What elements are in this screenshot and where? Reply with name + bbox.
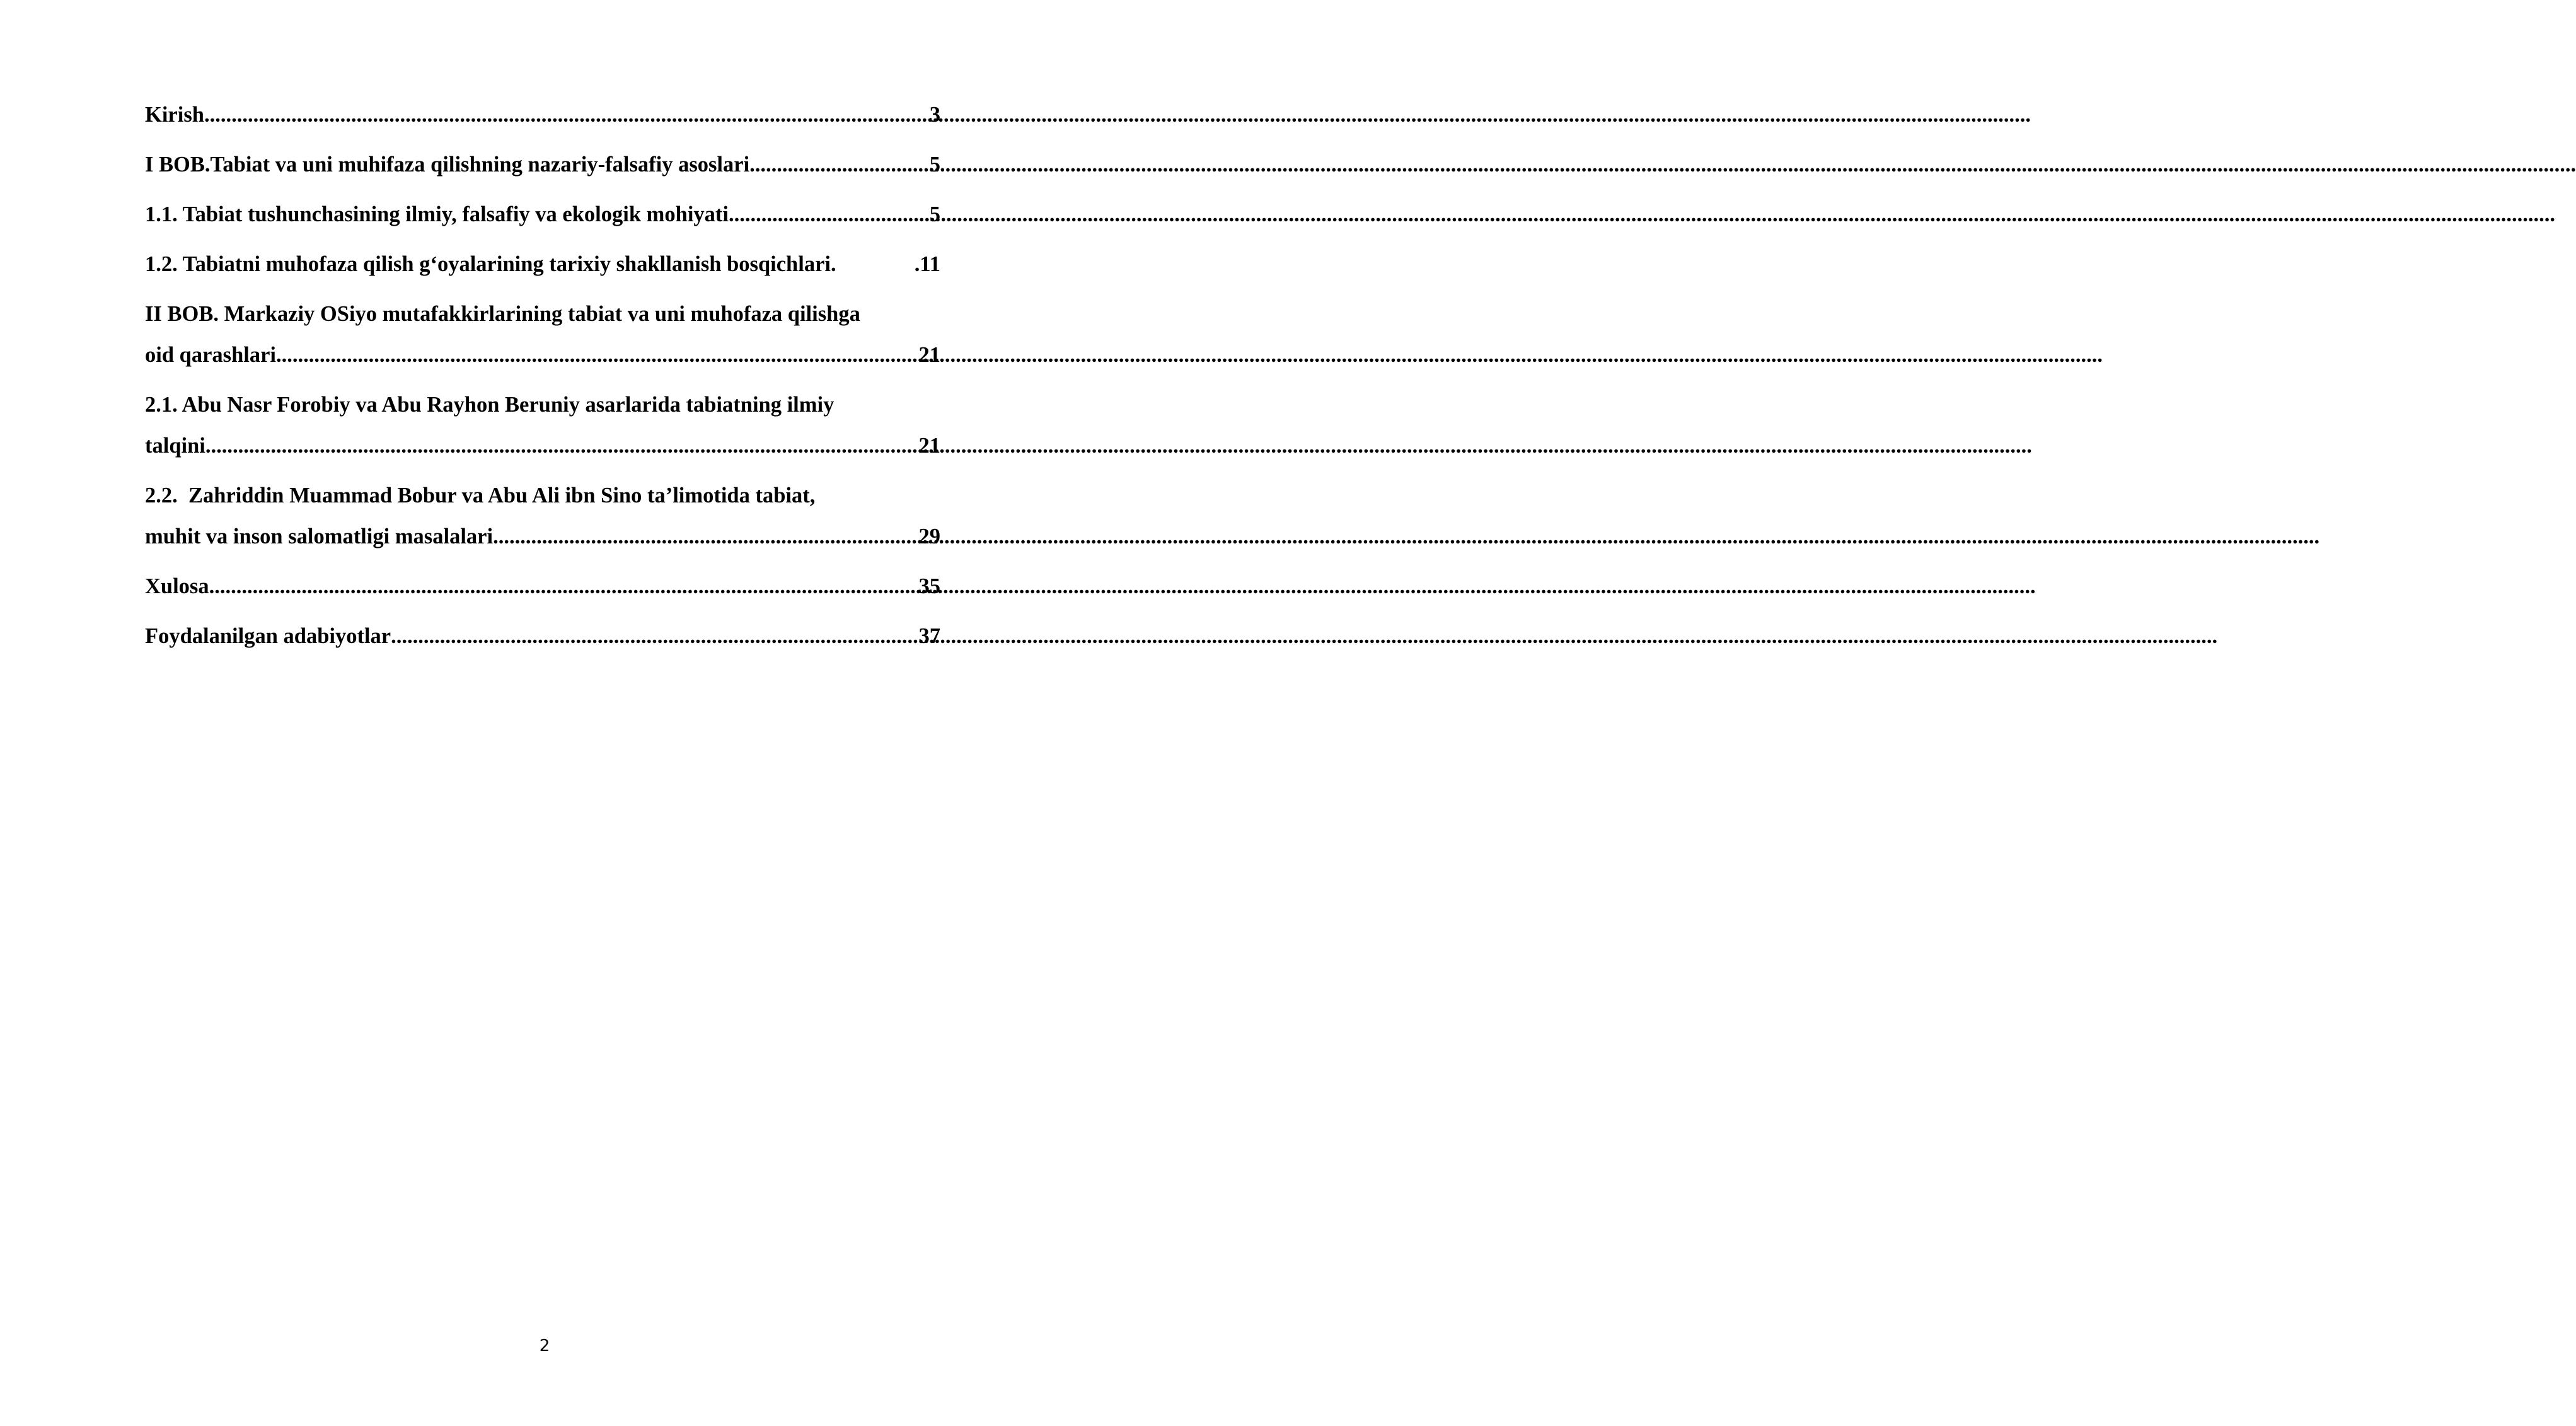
toc-entry-section-2-2[interactable]: [145, 475, 940, 557]
toc-entry-title: Foydalanilgan adabiyotlar: [145, 624, 391, 648]
toc-entry-title-first-line: II BOB. Markaziy OSiyo mutafakkirlarining tabiat va uni muhofaza qilishga: [145, 302, 860, 326]
toc-entry-chapter-1[interactable]: [145, 144, 940, 185]
toc-entry-page: .11: [914, 252, 940, 276]
toc-entry-page: 5: [929, 202, 940, 226]
toc-entry-page: 37: [918, 624, 940, 648]
toc-leader-dots: [204, 95, 930, 136]
toc-entry-kirish[interactable]: [145, 95, 940, 136]
toc-entry-page: 5: [929, 153, 940, 177]
toc-leader-dots: [749, 144, 930, 185]
toc-entry-section-1-2[interactable]: [145, 244, 940, 285]
toc-line: [145, 244, 940, 285]
toc-line: [145, 335, 940, 376]
toc-entry-title: muhit va inson salomatligi masalalari: [145, 525, 494, 548]
toc-line: [145, 426, 940, 467]
toc-line: [145, 616, 940, 657]
toc-entry-page: 21: [918, 343, 940, 367]
toc-line: [145, 194, 940, 235]
toc-leader-dots: [276, 335, 919, 376]
toc-entry-title: Xulosa: [145, 574, 209, 598]
toc-entry-page: 3: [929, 103, 940, 127]
toc-first-line: [145, 385, 940, 426]
toc-entry-section-1-1[interactable]: [145, 194, 940, 235]
toc-line: [145, 144, 940, 185]
page-number: 2: [539, 1336, 550, 1355]
toc-entry-title: oid qarashlari: [145, 343, 276, 367]
toc-entry-title-first-line: 2.1. Abu Nasr Forobiy va Abu Rayhon Beruniy asarlarida tabiatning ilmiy: [145, 393, 835, 417]
toc-leader-dots: [729, 194, 930, 235]
toc-first-line: [145, 475, 940, 516]
toc-entry-page: 35: [918, 574, 940, 598]
toc-first-line: [145, 294, 940, 335]
toc-entry-title: talqini: [145, 434, 205, 458]
toc-leader-dots: [205, 426, 919, 467]
toc-entry-title: Kirish: [145, 103, 204, 127]
toc-entry-title: 1.1. Tabiat tushunchasining ilmiy, falsafiy va ekologik mohiyati: [145, 202, 729, 226]
toc-line: [145, 516, 940, 557]
toc-leader-dots: [391, 616, 918, 657]
toc-entry-section-2-1[interactable]: [145, 385, 940, 467]
toc-leader-dots: [493, 516, 918, 557]
toc-entry-references[interactable]: [145, 616, 940, 657]
toc-entry-title-first-line: 2.2. Zahriddin Muammad Bobur va Abu Ali ibn Sino ta’limotida tabiat,: [145, 484, 816, 507]
toc-entry-chapter-2[interactable]: [145, 294, 940, 376]
toc-line: [145, 95, 940, 136]
toc-entry-page: 21: [918, 434, 940, 458]
toc-line: [145, 566, 940, 607]
table-of-contents: [145, 95, 940, 666]
toc-entry-title: I BOB.Tabiat va uni muhifaza qilishning nazariy-falsafiy asoslari: [145, 153, 750, 177]
toc-leader-dots: [209, 566, 919, 607]
toc-entry-title: 1.2. Tabiatni muhofaza qilish g‘oyalarining tarixiy shakllanish bosqichlari.: [145, 252, 842, 276]
toc-entry-page: 29: [918, 525, 940, 548]
toc-entry-xulosa[interactable]: [145, 566, 940, 607]
